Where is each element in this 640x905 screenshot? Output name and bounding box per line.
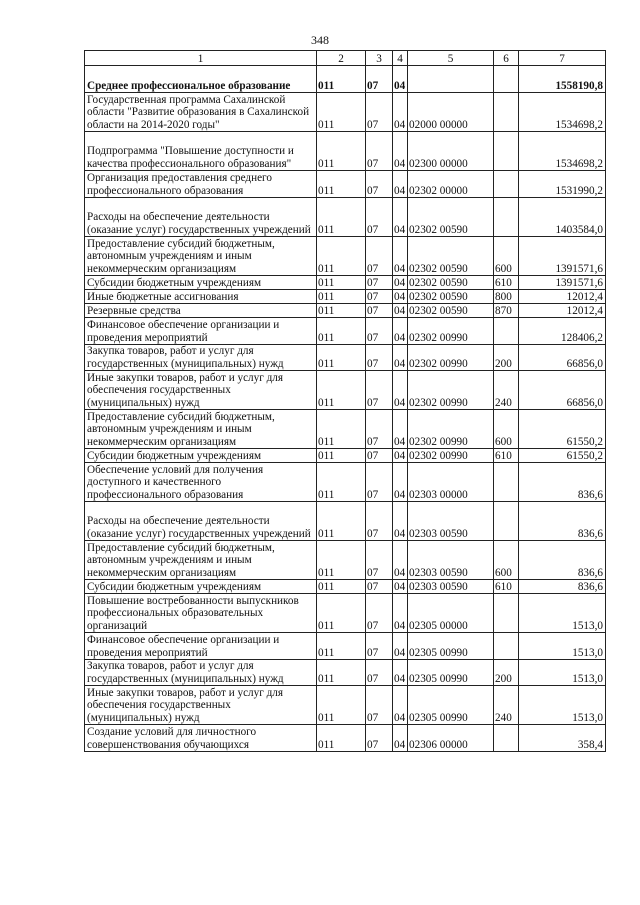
table-row	[85, 93, 606, 132]
cell-vr	[494, 66, 519, 93]
cell-pr: 04	[393, 410, 408, 449]
cell-sum: 1513,0	[519, 660, 606, 686]
table-row	[85, 290, 606, 304]
table-row	[85, 449, 606, 463]
cell-vr	[494, 171, 519, 198]
cell-pr: 04	[393, 541, 408, 580]
cell-csr: 02302 00990	[408, 371, 494, 410]
cell-ved: 011	[317, 198, 366, 237]
cell-sum: 1558190,8	[519, 66, 606, 93]
cell-ved: 011	[317, 371, 366, 410]
cell-sum: 836,6	[519, 502, 606, 541]
cell-rz: 07	[366, 290, 393, 304]
cell-rz: 07	[366, 633, 393, 660]
column-header: 5	[408, 51, 494, 66]
cell-name: Иные закупки товаров, работ и услуг для обеспечения государственных (муниципальных) нужд	[85, 371, 317, 410]
column-header: 2	[317, 51, 366, 66]
cell-csr: 02302 00590	[408, 304, 494, 318]
cell-ved: 011	[317, 463, 366, 502]
cell-sum: 1513,0	[519, 594, 606, 633]
cell-sum: 836,6	[519, 580, 606, 594]
cell-ved: 011	[317, 686, 366, 725]
cell-pr: 04	[393, 594, 408, 633]
cell-pr: 04	[393, 580, 408, 594]
cell-vr: 600	[494, 410, 519, 449]
cell-name: Расходы на обеспечение деятельности (оказание услуг) государственных учреждений	[85, 198, 317, 237]
cell-name: Субсидии бюджетным учреждениям	[85, 449, 317, 463]
cell-ved: 011	[317, 541, 366, 580]
cell-pr: 04	[393, 290, 408, 304]
cell-name: Государственная программа Сахалинской области "Развитие образования в Сахалинской области на 2014-2020 годы"	[85, 93, 317, 132]
cell-csr: 02303 00590	[408, 541, 494, 580]
cell-sum: 12012,4	[519, 290, 606, 304]
table-row	[85, 171, 606, 198]
cell-ved: 011	[317, 410, 366, 449]
cell-sum: 1534698,2	[519, 132, 606, 171]
cell-sum: 61550,2	[519, 449, 606, 463]
cell-rz: 07	[366, 198, 393, 237]
cell-ved: 011	[317, 633, 366, 660]
cell-csr: 02305 00990	[408, 660, 494, 686]
cell-name: Среднее профессиональное образование	[85, 66, 317, 93]
cell-csr: 02302 00590	[408, 198, 494, 237]
cell-ved: 011	[317, 66, 366, 93]
cell-vr	[494, 318, 519, 345]
cell-sum: 61550,2	[519, 410, 606, 449]
cell-vr: 240	[494, 371, 519, 410]
cell-vr: 600	[494, 541, 519, 580]
cell-pr: 04	[393, 633, 408, 660]
cell-pr: 04	[393, 304, 408, 318]
cell-ved: 011	[317, 449, 366, 463]
cell-vr	[494, 93, 519, 132]
cell-rz: 07	[366, 580, 393, 594]
cell-pr: 04	[393, 686, 408, 725]
table-row	[85, 345, 606, 371]
table-row	[85, 276, 606, 290]
cell-sum: 1513,0	[519, 686, 606, 725]
column-header: 7	[519, 51, 606, 66]
cell-vr	[494, 132, 519, 171]
cell-pr: 04	[393, 93, 408, 132]
table-row	[85, 304, 606, 318]
cell-ved: 011	[317, 580, 366, 594]
cell-csr: 02302 00590	[408, 237, 494, 276]
cell-sum: 1391571,6	[519, 237, 606, 276]
cell-sum: 1403584,0	[519, 198, 606, 237]
cell-ved: 011	[317, 345, 366, 371]
cell-name: Предоставление субсидий бюджетным, автономным учреждениям и иным некоммерческим организациям	[85, 237, 317, 276]
cell-csr: 02303 00590	[408, 580, 494, 594]
cell-ved: 011	[317, 318, 366, 345]
cell-sum: 12012,4	[519, 304, 606, 318]
cell-vr: 800	[494, 290, 519, 304]
cell-ved: 011	[317, 237, 366, 276]
cell-ved: 011	[317, 171, 366, 198]
cell-vr: 200	[494, 345, 519, 371]
cell-vr: 610	[494, 449, 519, 463]
cell-pr: 04	[393, 171, 408, 198]
cell-rz: 07	[366, 93, 393, 132]
table-row	[85, 198, 606, 237]
cell-vr: 610	[494, 580, 519, 594]
cell-sum: 1534698,2	[519, 93, 606, 132]
cell-ved: 011	[317, 725, 366, 752]
cell-rz: 07	[366, 371, 393, 410]
cell-name: Создание условий для личностного совершенствования обучающихся	[85, 725, 317, 752]
table-row	[85, 594, 606, 633]
column-header: 4	[393, 51, 408, 66]
cell-name: Организация предоставления среднего профессионального образования	[85, 171, 317, 198]
budget-table	[84, 50, 606, 752]
cell-rz: 07	[366, 449, 393, 463]
cell-name: Субсидии бюджетным учреждениям	[85, 580, 317, 594]
cell-pr: 04	[393, 345, 408, 371]
column-header: 1	[85, 51, 317, 66]
cell-rz: 07	[366, 66, 393, 93]
table-row	[85, 660, 606, 686]
table-row	[85, 132, 606, 171]
cell-name: Закупка товаров, работ и услуг для государственных (муниципальных) нужд	[85, 345, 317, 371]
cell-vr	[494, 463, 519, 502]
cell-sum: 66856,0	[519, 371, 606, 410]
cell-csr: 02302 00990	[408, 318, 494, 345]
cell-sum: 1513,0	[519, 633, 606, 660]
cell-csr: 02305 00000	[408, 594, 494, 633]
cell-pr: 04	[393, 725, 408, 752]
cell-csr: 02302 00990	[408, 345, 494, 371]
cell-csr: 02300 00000	[408, 132, 494, 171]
cell-name: Подпрограмма "Повышение доступности и качества профессионального образования"	[85, 132, 317, 171]
table-row	[85, 633, 606, 660]
cell-pr: 04	[393, 198, 408, 237]
cell-ved: 011	[317, 132, 366, 171]
cell-name: Повышение востребованности выпускников профессиональных образовательных организаций	[85, 594, 317, 633]
cell-csr: 02303 00590	[408, 502, 494, 541]
cell-name: Резервные средства	[85, 304, 317, 318]
cell-csr: 02305 00990	[408, 686, 494, 725]
cell-ved: 011	[317, 304, 366, 318]
cell-sum: 66856,0	[519, 345, 606, 371]
cell-rz: 07	[366, 171, 393, 198]
cell-vr: 240	[494, 686, 519, 725]
table-row	[85, 502, 606, 541]
page-number: 348	[311, 33, 329, 47]
table-row	[85, 580, 606, 594]
cell-pr: 04	[393, 132, 408, 171]
cell-sum: 1391571,6	[519, 276, 606, 290]
cell-pr: 04	[393, 66, 408, 93]
table-row	[85, 686, 606, 725]
cell-pr: 04	[393, 502, 408, 541]
cell-vr: 870	[494, 304, 519, 318]
cell-name: Расходы на обеспечение деятельности (оказание услуг) государственных учреждений	[85, 502, 317, 541]
cell-pr: 04	[393, 276, 408, 290]
column-header: 6	[494, 51, 519, 66]
cell-rz: 07	[366, 345, 393, 371]
cell-csr: 02306 00000	[408, 725, 494, 752]
cell-csr: 02305 00990	[408, 633, 494, 660]
cell-name: Предоставление субсидий бюджетным, автономным учреждениям и иным некоммерческим организациям	[85, 410, 317, 449]
cell-name: Финансовое обеспечение организации и проведения мероприятий	[85, 318, 317, 345]
table-body	[85, 66, 606, 752]
cell-name: Предоставление субсидий бюджетным, автономным учреждениям и иным некоммерческим организациям	[85, 541, 317, 580]
table-row	[85, 541, 606, 580]
cell-rz: 07	[366, 304, 393, 318]
cell-ved: 011	[317, 93, 366, 132]
cell-csr: 02302 00590	[408, 290, 494, 304]
cell-sum: 836,6	[519, 541, 606, 580]
cell-rz: 07	[366, 594, 393, 633]
cell-rz: 07	[366, 686, 393, 725]
cell-pr: 04	[393, 318, 408, 345]
cell-name: Субсидии бюджетным учреждениям	[85, 276, 317, 290]
cell-rz: 07	[366, 463, 393, 502]
column-header: 3	[366, 51, 393, 66]
cell-rz: 07	[366, 276, 393, 290]
cell-pr: 04	[393, 449, 408, 463]
cell-rz: 07	[366, 541, 393, 580]
cell-sum: 836,6	[519, 463, 606, 502]
cell-ved: 011	[317, 276, 366, 290]
cell-pr: 04	[393, 237, 408, 276]
table-row	[85, 318, 606, 345]
cell-sum: 1531990,2	[519, 171, 606, 198]
cell-ved: 011	[317, 290, 366, 304]
cell-csr	[408, 66, 494, 93]
cell-ved: 011	[317, 594, 366, 633]
cell-csr: 02303 00000	[408, 463, 494, 502]
cell-pr: 04	[393, 660, 408, 686]
table-row	[85, 66, 606, 93]
cell-sum: 358,4	[519, 725, 606, 752]
cell-csr: 02302 00590	[408, 276, 494, 290]
header-row	[85, 51, 606, 66]
table-row	[85, 463, 606, 502]
cell-rz: 07	[366, 660, 393, 686]
cell-vr: 600	[494, 237, 519, 276]
cell-vr: 200	[494, 660, 519, 686]
cell-vr	[494, 725, 519, 752]
cell-rz: 07	[366, 725, 393, 752]
cell-vr: 610	[494, 276, 519, 290]
cell-vr	[494, 198, 519, 237]
cell-rz: 07	[366, 318, 393, 345]
cell-csr: 02000 00000	[408, 93, 494, 132]
cell-vr	[494, 594, 519, 633]
cell-name: Закупка товаров, работ и услуг для государственных (муниципальных) нужд	[85, 660, 317, 686]
cell-ved: 011	[317, 502, 366, 541]
table-row	[85, 237, 606, 276]
cell-vr	[494, 502, 519, 541]
cell-name: Иные закупки товаров, работ и услуг для обеспечения государственных (муниципальных) нужд	[85, 686, 317, 725]
cell-name: Обеспечение условий для получения доступного и качественного профессионального образования	[85, 463, 317, 502]
cell-csr: 02302 00990	[408, 410, 494, 449]
cell-name: Иные бюджетные ассигнования	[85, 290, 317, 304]
cell-rz: 07	[366, 410, 393, 449]
table-row	[85, 410, 606, 449]
cell-pr: 04	[393, 463, 408, 502]
cell-rz: 07	[366, 132, 393, 171]
table-row	[85, 725, 606, 752]
cell-sum: 128406,2	[519, 318, 606, 345]
cell-vr	[494, 633, 519, 660]
cell-rz: 07	[366, 502, 393, 541]
cell-name: Финансовое обеспечение организации и проведения мероприятий	[85, 633, 317, 660]
table-row	[85, 371, 606, 410]
cell-csr: 02302 00000	[408, 171, 494, 198]
cell-csr: 02302 00990	[408, 449, 494, 463]
cell-rz: 07	[366, 237, 393, 276]
cell-ved: 011	[317, 660, 366, 686]
cell-pr: 04	[393, 371, 408, 410]
